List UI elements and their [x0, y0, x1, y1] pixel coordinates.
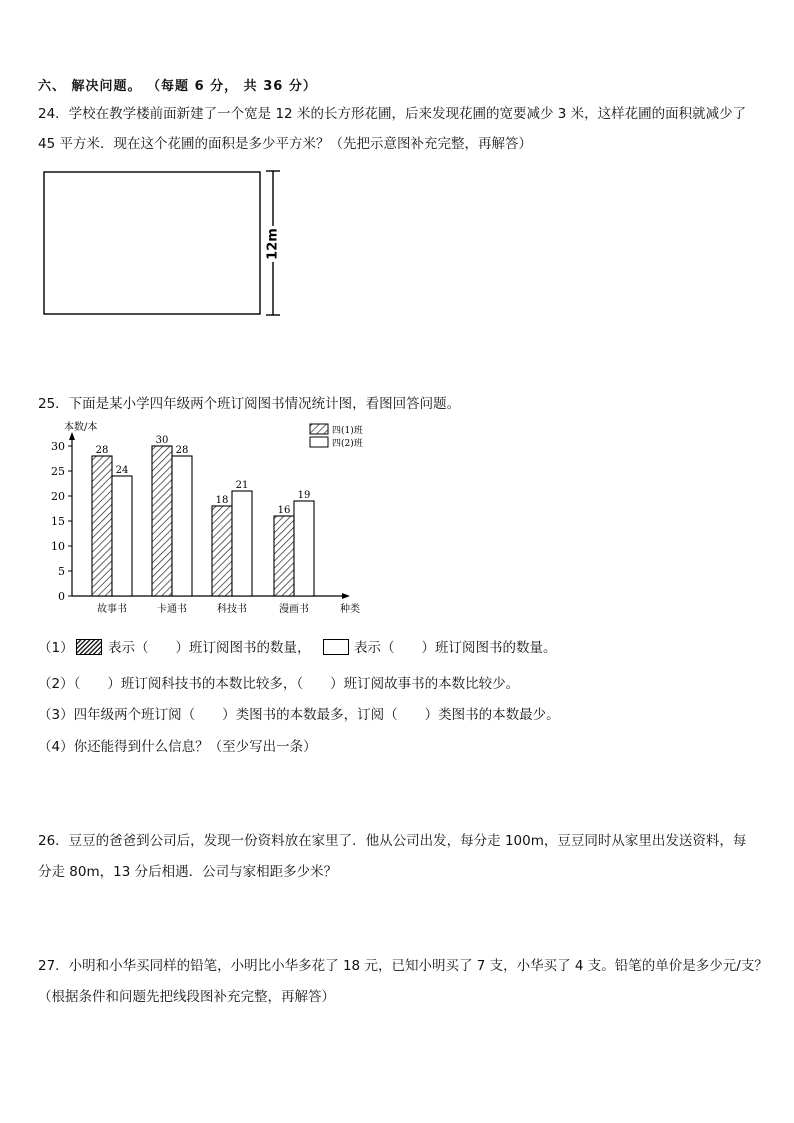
q27-text-line1: 27．小明和小华买同样的铅笔，小明比小华多花了 18 元，已知小明买了 7 支，小华买了 4 支。铅笔的单价是多少元/支？ — [38, 958, 768, 974]
q25-bar-chart — [40, 420, 400, 625]
category-label: 卡通书 — [157, 604, 187, 615]
bar — [232, 491, 252, 596]
bar — [92, 456, 112, 596]
q27-text-line2: （根据条件和问题先把线段图补充完整，再解答） — [38, 989, 335, 1005]
y-tick-label: 5 — [58, 565, 65, 578]
garden-rectangle — [44, 172, 260, 314]
y-tick-label: 15 — [51, 515, 65, 528]
bar — [112, 476, 132, 596]
category-label: 科技书 — [217, 604, 247, 615]
bar-value-label: 16 — [277, 505, 291, 516]
legend-swatch — [310, 437, 328, 447]
y-tick-label: 10 — [51, 540, 65, 553]
dimension-label: 12m — [265, 228, 281, 260]
bar-value-label: 19 — [297, 490, 311, 501]
legend-label: 四(2)班 — [332, 439, 363, 449]
q24-garden-diagram — [40, 168, 300, 320]
q26-text-line2: 分走 80m，13 分后相遇．公司与家相距多少米？ — [38, 864, 338, 880]
category-label: 故事书 — [97, 604, 127, 615]
x-axis-arrow — [342, 593, 350, 599]
bar-value-label: 18 — [215, 495, 229, 506]
legend-swatch — [310, 424, 328, 434]
q25-sub1-prefix: （1） — [38, 640, 74, 656]
y-tick-label: 30 — [51, 440, 65, 453]
bar — [172, 456, 192, 596]
bar-value-label: 30 — [155, 435, 169, 446]
bar-value-label: 28 — [95, 445, 109, 456]
q26-text-line1: 26．豆豆的爸爸到公司后，发现一份资料放在家里了．他从公司出发，每分走 100m，豆豆同时从家里出发送资料，每 — [38, 833, 747, 849]
x-axis-label: 种类 — [340, 604, 360, 615]
legend-label: 四(1)班 — [332, 426, 363, 436]
q25-sub2: （2）（ ）班订阅科技书的本数比较多，（ ）班订阅故事书的本数比较少。 — [38, 676, 520, 692]
y-tick-label: 0 — [58, 590, 65, 603]
q25-stem: 25．下面是某小学四年级两个班订阅图书情况统计图，看图回答问题。 — [38, 396, 461, 412]
bar-value-label: 28 — [175, 445, 189, 456]
legend-swatch-plain — [323, 639, 349, 655]
y-axis-arrow — [69, 432, 75, 440]
bar — [294, 501, 314, 596]
bar — [212, 506, 232, 596]
q25-sub1-end: 表示（ ）班订阅图书的数量。 — [354, 640, 557, 656]
category-label: 漫画书 — [279, 604, 309, 615]
q24-text-line1: 24．学校在教学楼前面新建了一个宽是 12 米的长方形花圃，后来发现花圃的宽要减少 3 米，这样花圃的面积就减少了 — [38, 106, 747, 122]
bar — [274, 516, 294, 596]
bar-value-label: 21 — [235, 480, 249, 491]
y-tick-label: 25 — [51, 465, 65, 478]
bar — [152, 446, 172, 596]
legend-swatch-hatched — [76, 639, 102, 655]
q25-sub3: （3）四年级两个班订阅（ ）类图书的本数最多，订阅（ ）类图书的本数最少。 — [38, 707, 560, 723]
bar-value-label: 24 — [115, 465, 129, 476]
q25-sub4: （4）你还能得到什么信息？（至少写出一条） — [38, 739, 317, 755]
y-axis-label: 本数/本 — [64, 422, 98, 433]
q24-text-line2: 45 平方米．现在这个花圃的面积是多少平方米？（先把示意图补充完整，再解答） — [38, 136, 532, 152]
q25-sub1-mid: 表示（ ）班订阅图书的数量， — [108, 640, 311, 656]
section-title: 六、 解决问题。 （每题 6 分， 共 36 分） — [38, 79, 317, 94]
y-tick-label: 20 — [51, 490, 65, 503]
